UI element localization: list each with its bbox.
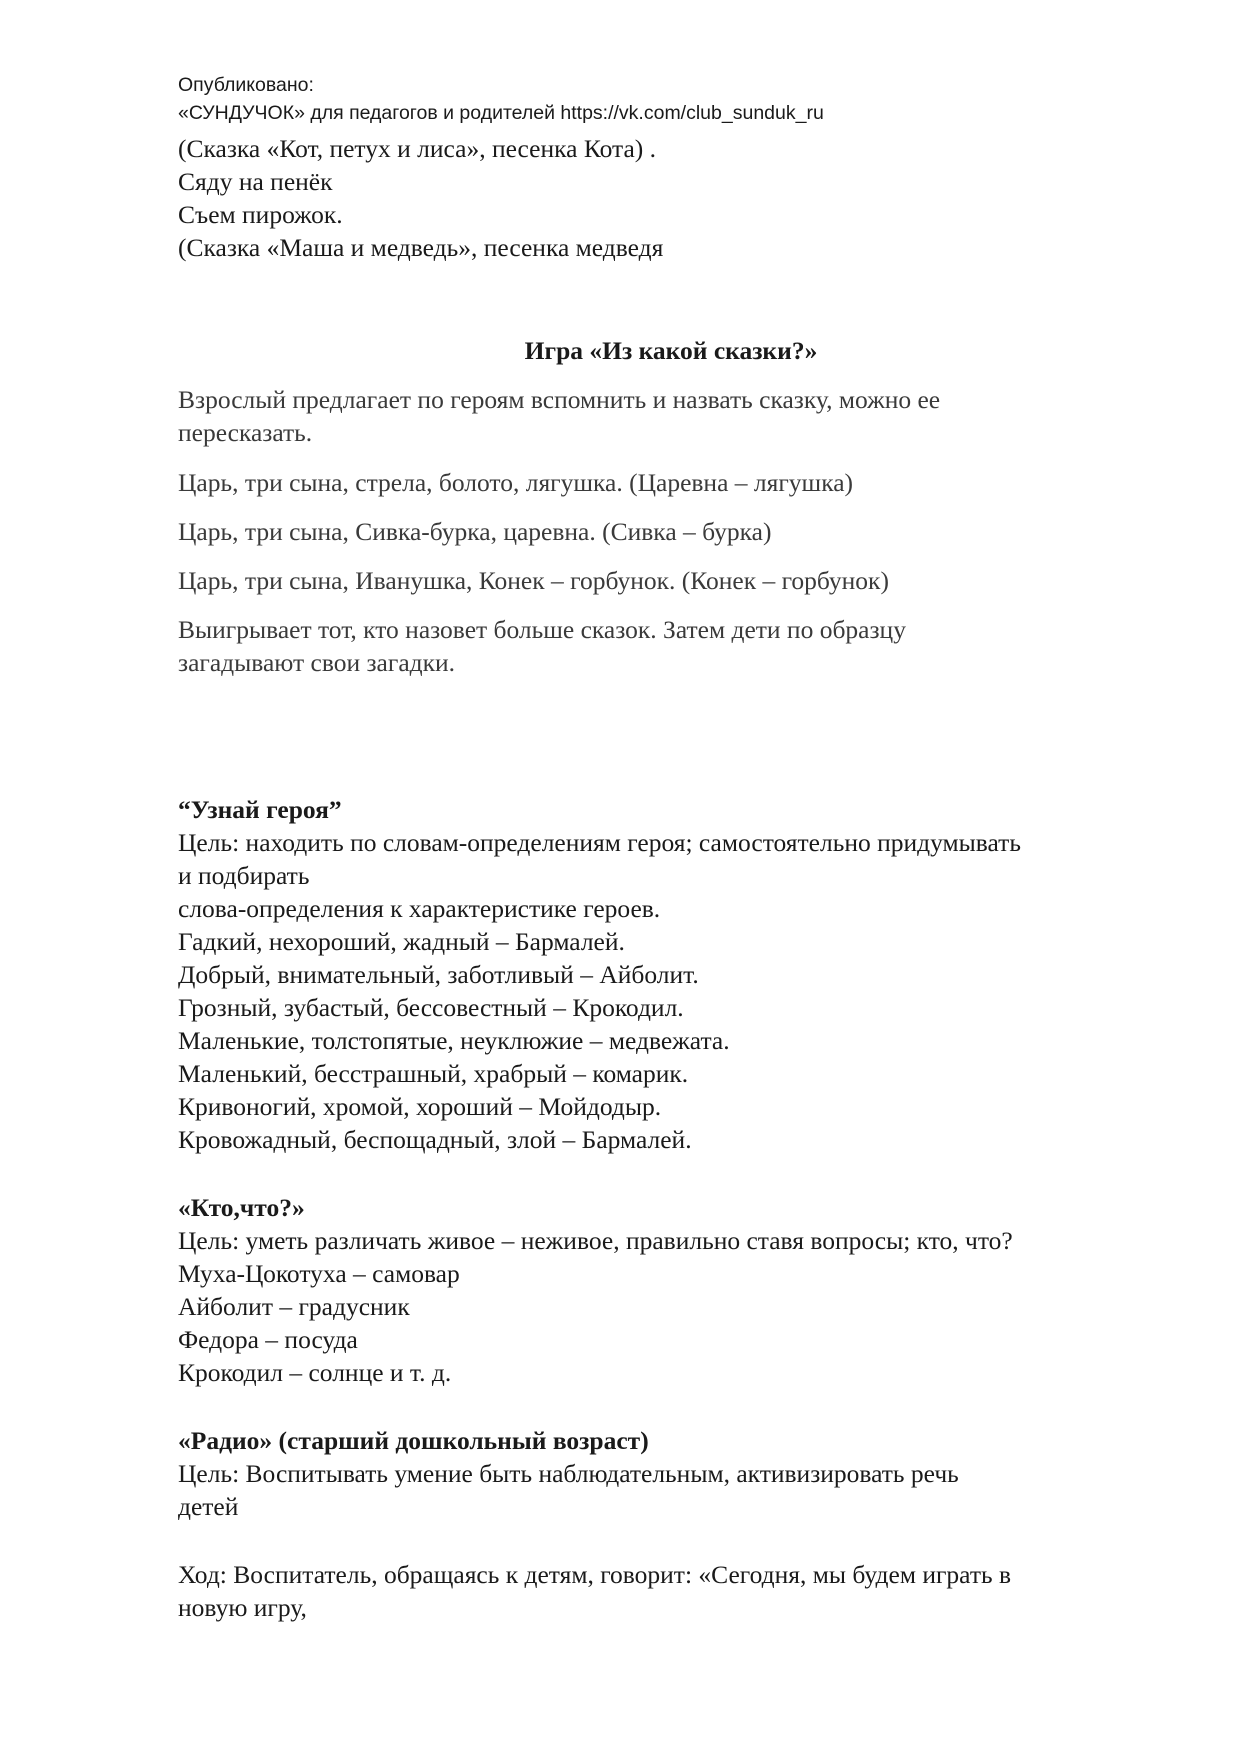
game2-item: Гадкий, нехороший, жадный – Бармалей. — [178, 927, 625, 956]
game2-goal: Цель: находить по словам-определениям героя; самостоятельно придумывать — [178, 828, 1021, 857]
game3-goal: Цель: уметь различать живое – неживое, правильно ставя вопросы; кто, что? — [178, 1226, 1013, 1255]
game4-title: «Радио» (старший дошкольный возраст) — [178, 1426, 649, 1455]
game1-outro: Выигрывает тот, кто назовет больше сказок. Затем дети по образцу — [178, 615, 906, 644]
intro-line: (Сказка «Маша и медведь», песенка медведя — [178, 233, 664, 262]
game1-description: Взрослый предлагает по героям вспомнить и назвать сказку, можно ее — [178, 385, 941, 414]
game1-title: Игра «Из какой сказки?» — [524, 336, 818, 365]
game1-item: Царь, три сына, стрела, болото, лягушка. (Царевна – лягушка) — [178, 468, 854, 497]
intro-line: Съем пирожок. — [178, 200, 343, 229]
intro-line: Сяду на пенёк — [178, 167, 333, 196]
game2-item: Грозный, зубастый, бессовестный – Крокодил. — [178, 993, 684, 1022]
intro-line: (Сказка «Кот, петух и лиса», песенка Кота) . — [178, 134, 657, 163]
game3-item: Федора – посуда — [178, 1325, 358, 1354]
game3-item: Муха-Цокотуха – самовар — [178, 1259, 460, 1288]
game1-item: Царь, три сына, Иванушка, Конек – горбунок. (Конек – горбунок) — [178, 566, 889, 595]
game1-item: Царь, три сына, Сивка-бурка, царевна. (Сивка – бурка) — [178, 517, 772, 546]
game4-goal: Цель: Воспитывать умение быть наблюдательным, активизировать речь — [178, 1459, 959, 1488]
game2-item: Кривоногий, хромой, хороший – Мойдодыр. — [178, 1092, 662, 1121]
game1-outro: загадывают свои загадки. — [178, 648, 456, 677]
game3-item: Крокодил – солнце и т. д. — [178, 1358, 452, 1387]
game2-item: Маленькие, толстопятые, неуклюжие – медвежата. — [178, 1026, 730, 1055]
game2-goal: слова-определения к характеристике героев. — [178, 894, 661, 923]
game2-goal: и подбирать — [178, 861, 310, 890]
game2-title: “Узнай героя” — [178, 795, 342, 824]
published-source: «СУНДУЧОК» для педагогов и родителей https://vk.com/club_sunduk_ru — [178, 102, 824, 124]
game3-item: Айболит – градусник — [178, 1292, 410, 1321]
game2-item: Добрый, внимательный, заботливый – Айболит. — [178, 960, 699, 989]
game4-goal: детей — [178, 1492, 239, 1521]
game2-item: Маленький, бесстрашный, храбрый – комарик. — [178, 1059, 689, 1088]
published-label: Опубликовано: — [178, 74, 314, 96]
game3-title: «Кто,что?» — [178, 1193, 305, 1222]
game4-move: новую игру, — [178, 1593, 307, 1622]
game1-description: пересказать. — [178, 418, 313, 447]
game4-move: Ход: Воспитатель, обращаясь к детям, говорит: «Сегодня, мы будем играть в — [178, 1560, 1012, 1589]
game2-item: Кровожадный, беспощадный, злой – Бармалей. — [178, 1125, 692, 1154]
